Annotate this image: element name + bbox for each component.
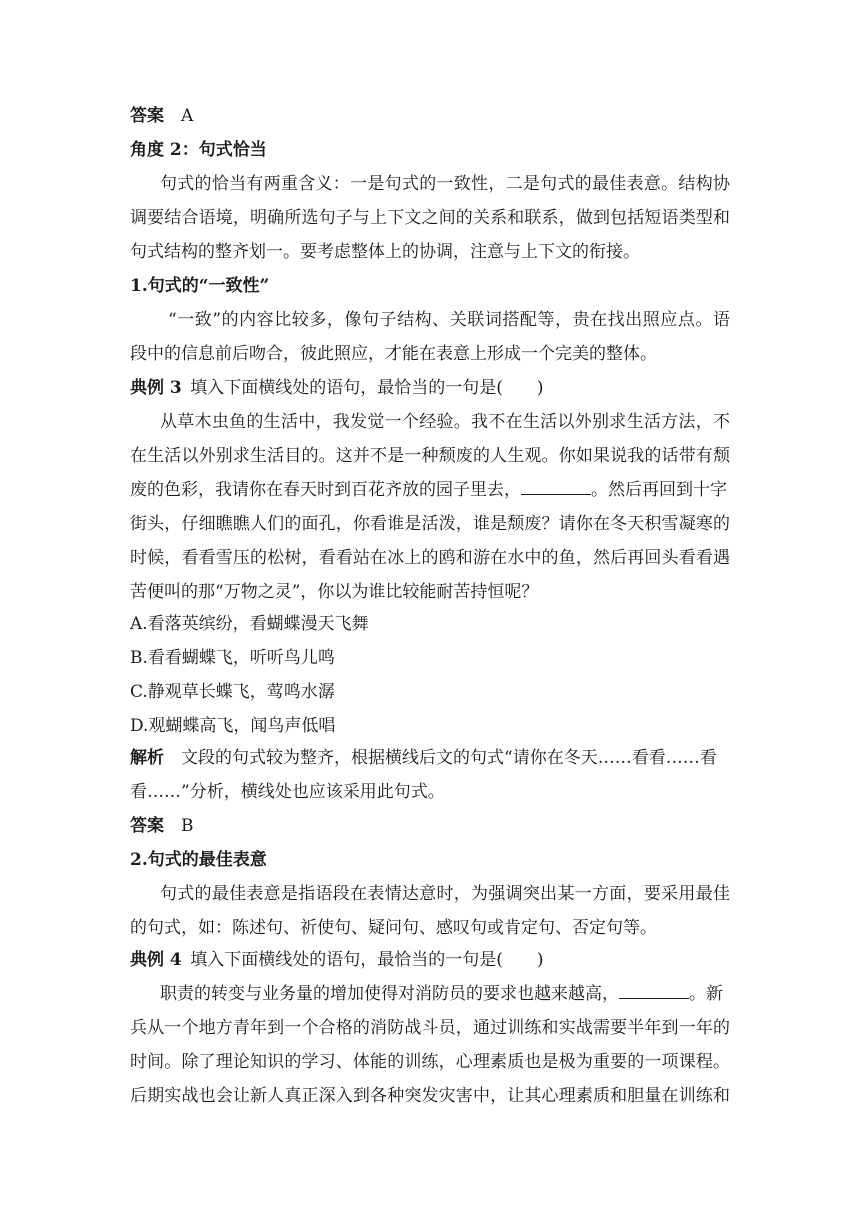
example-3-passage-line: 苦便叫的那“万物之灵”，你以为谁比较能耐苦持恒呢？ bbox=[130, 582, 539, 602]
answer-line-2 bbox=[130, 814, 194, 838]
answer-value: A bbox=[181, 106, 194, 126]
fill-in-blank bbox=[619, 982, 689, 999]
example-3-passage-line: 在生活以外别求生活目的。这并不是一种颓废的人生观。你如果说我的话带有颓 bbox=[130, 446, 730, 466]
answer-label: 答案 bbox=[130, 816, 164, 836]
intro-paragraph-line: 句式的恰当有两重含义：一是句式的一致性，二是句式的最佳表意。结构协 bbox=[160, 174, 730, 194]
example-3-passage-text: 。然后再回到十字 bbox=[591, 480, 727, 500]
section-2-paragraph-line: 的句式，如：陈述句、祈使句、疑问句、感叹句或肯定句、否定句等。 bbox=[130, 918, 657, 938]
example-4-passage-line: 兵从一个地方青年到一个合格的消防战斗员，通过训练和实战需要半年到一年的 bbox=[130, 1018, 730, 1038]
example-3-question bbox=[130, 376, 544, 400]
example-4-passage-text: 。新 bbox=[689, 984, 723, 1004]
intro-paragraph-line: 调要结合语境，明确所选句子与上下文之间的关系和联系，做到包括短语类型和 bbox=[130, 208, 730, 228]
option-d: D.观蝴蝶高飞，闻鸟声低唱 bbox=[130, 716, 336, 736]
example-3-label: 典例 3 bbox=[130, 378, 182, 398]
section-1-heading: 1.句式的“一致性” bbox=[130, 276, 270, 296]
example-3-passage-line bbox=[130, 478, 727, 502]
example-3-passage-line: 从草木虫鱼的生活中，我发觉一个经验。我不在生活以外别求生活方法，不 bbox=[160, 412, 730, 432]
section-2-paragraph-line: 句式的最佳表意是指语段在表情达意时，为强调突出某一方面，要采用最佳 bbox=[160, 884, 730, 904]
option-a: A.看落英缤纷，看蝴蝶漫天飞舞 bbox=[130, 614, 369, 634]
answer-value: B bbox=[181, 816, 194, 836]
option-c: C.静观草长蝶飞，莺鸣水潺 bbox=[130, 682, 335, 702]
example-4-question bbox=[130, 948, 544, 972]
analysis-line: 看……”分析，横线处也应该采用此句式。 bbox=[130, 782, 445, 802]
example-3-question-text: 填入下面横线处的语句，最恰当的一句是( ) bbox=[190, 378, 544, 398]
example-3-passage-text: 废的色彩，我请你在春天时到百花齐放的园子里去， bbox=[130, 480, 521, 500]
analysis-line bbox=[130, 746, 717, 770]
example-3-passage-line: 街头，仔细瞧瞧人们的面孔，你看谁是活泼，谁是颓废？请你在冬天积雪凝寒的 bbox=[130, 514, 730, 534]
example-4-passage-line bbox=[160, 982, 723, 1006]
example-4-question-text: 填入下面横线处的语句，最恰当的一句是( ) bbox=[190, 950, 544, 970]
example-4-passage-text: 职责的转变与业务量的增加使得对消防员的要求也越来越高， bbox=[160, 984, 619, 1004]
intro-paragraph-line: 句式结构的整齐划一。要考虑整体上的协调，注意与上下文的衔接。 bbox=[130, 242, 640, 262]
answer-line-1 bbox=[130, 104, 193, 128]
example-4-passage-line: 时间。除了理论知识的学习、体能的训练，心理素质也是极为重要的一项课程。 bbox=[130, 1052, 730, 1072]
section-1-paragraph-line: 段中的信息前后吻合，彼此照应，才能在表意上形成一个完美的整体。 bbox=[130, 344, 657, 364]
answer-label: 答案 bbox=[130, 106, 164, 126]
option-b: B.看看蝴蝶飞，听听鸟儿鸣 bbox=[130, 648, 335, 668]
section-2-heading: 2.句式的最佳表意 bbox=[130, 850, 267, 870]
angle-2-heading: 角度 2：句式恰当 bbox=[130, 140, 267, 160]
example-4-passage-line: 后期实战也会让新人真正深入到各种突发灾害中，让其心理素质和胆量在训练和 bbox=[130, 1086, 730, 1106]
analysis-label: 解析 bbox=[130, 748, 164, 768]
section-1-paragraph-line: “一致”的内容比较多，像句子结构、关联词搭配等，贵在找出照应点。语 bbox=[168, 310, 730, 330]
fill-in-blank bbox=[521, 478, 591, 495]
analysis-text: 文段的句式较为整齐，根据横线后文的句式“请你在冬天……看看……看 bbox=[181, 748, 717, 768]
example-4-label: 典例 4 bbox=[130, 950, 182, 970]
example-3-passage-line: 时候，看看雪压的松树，看看站在冰上的鸥和游在水中的鱼，然后再回头看看遇 bbox=[130, 548, 730, 568]
